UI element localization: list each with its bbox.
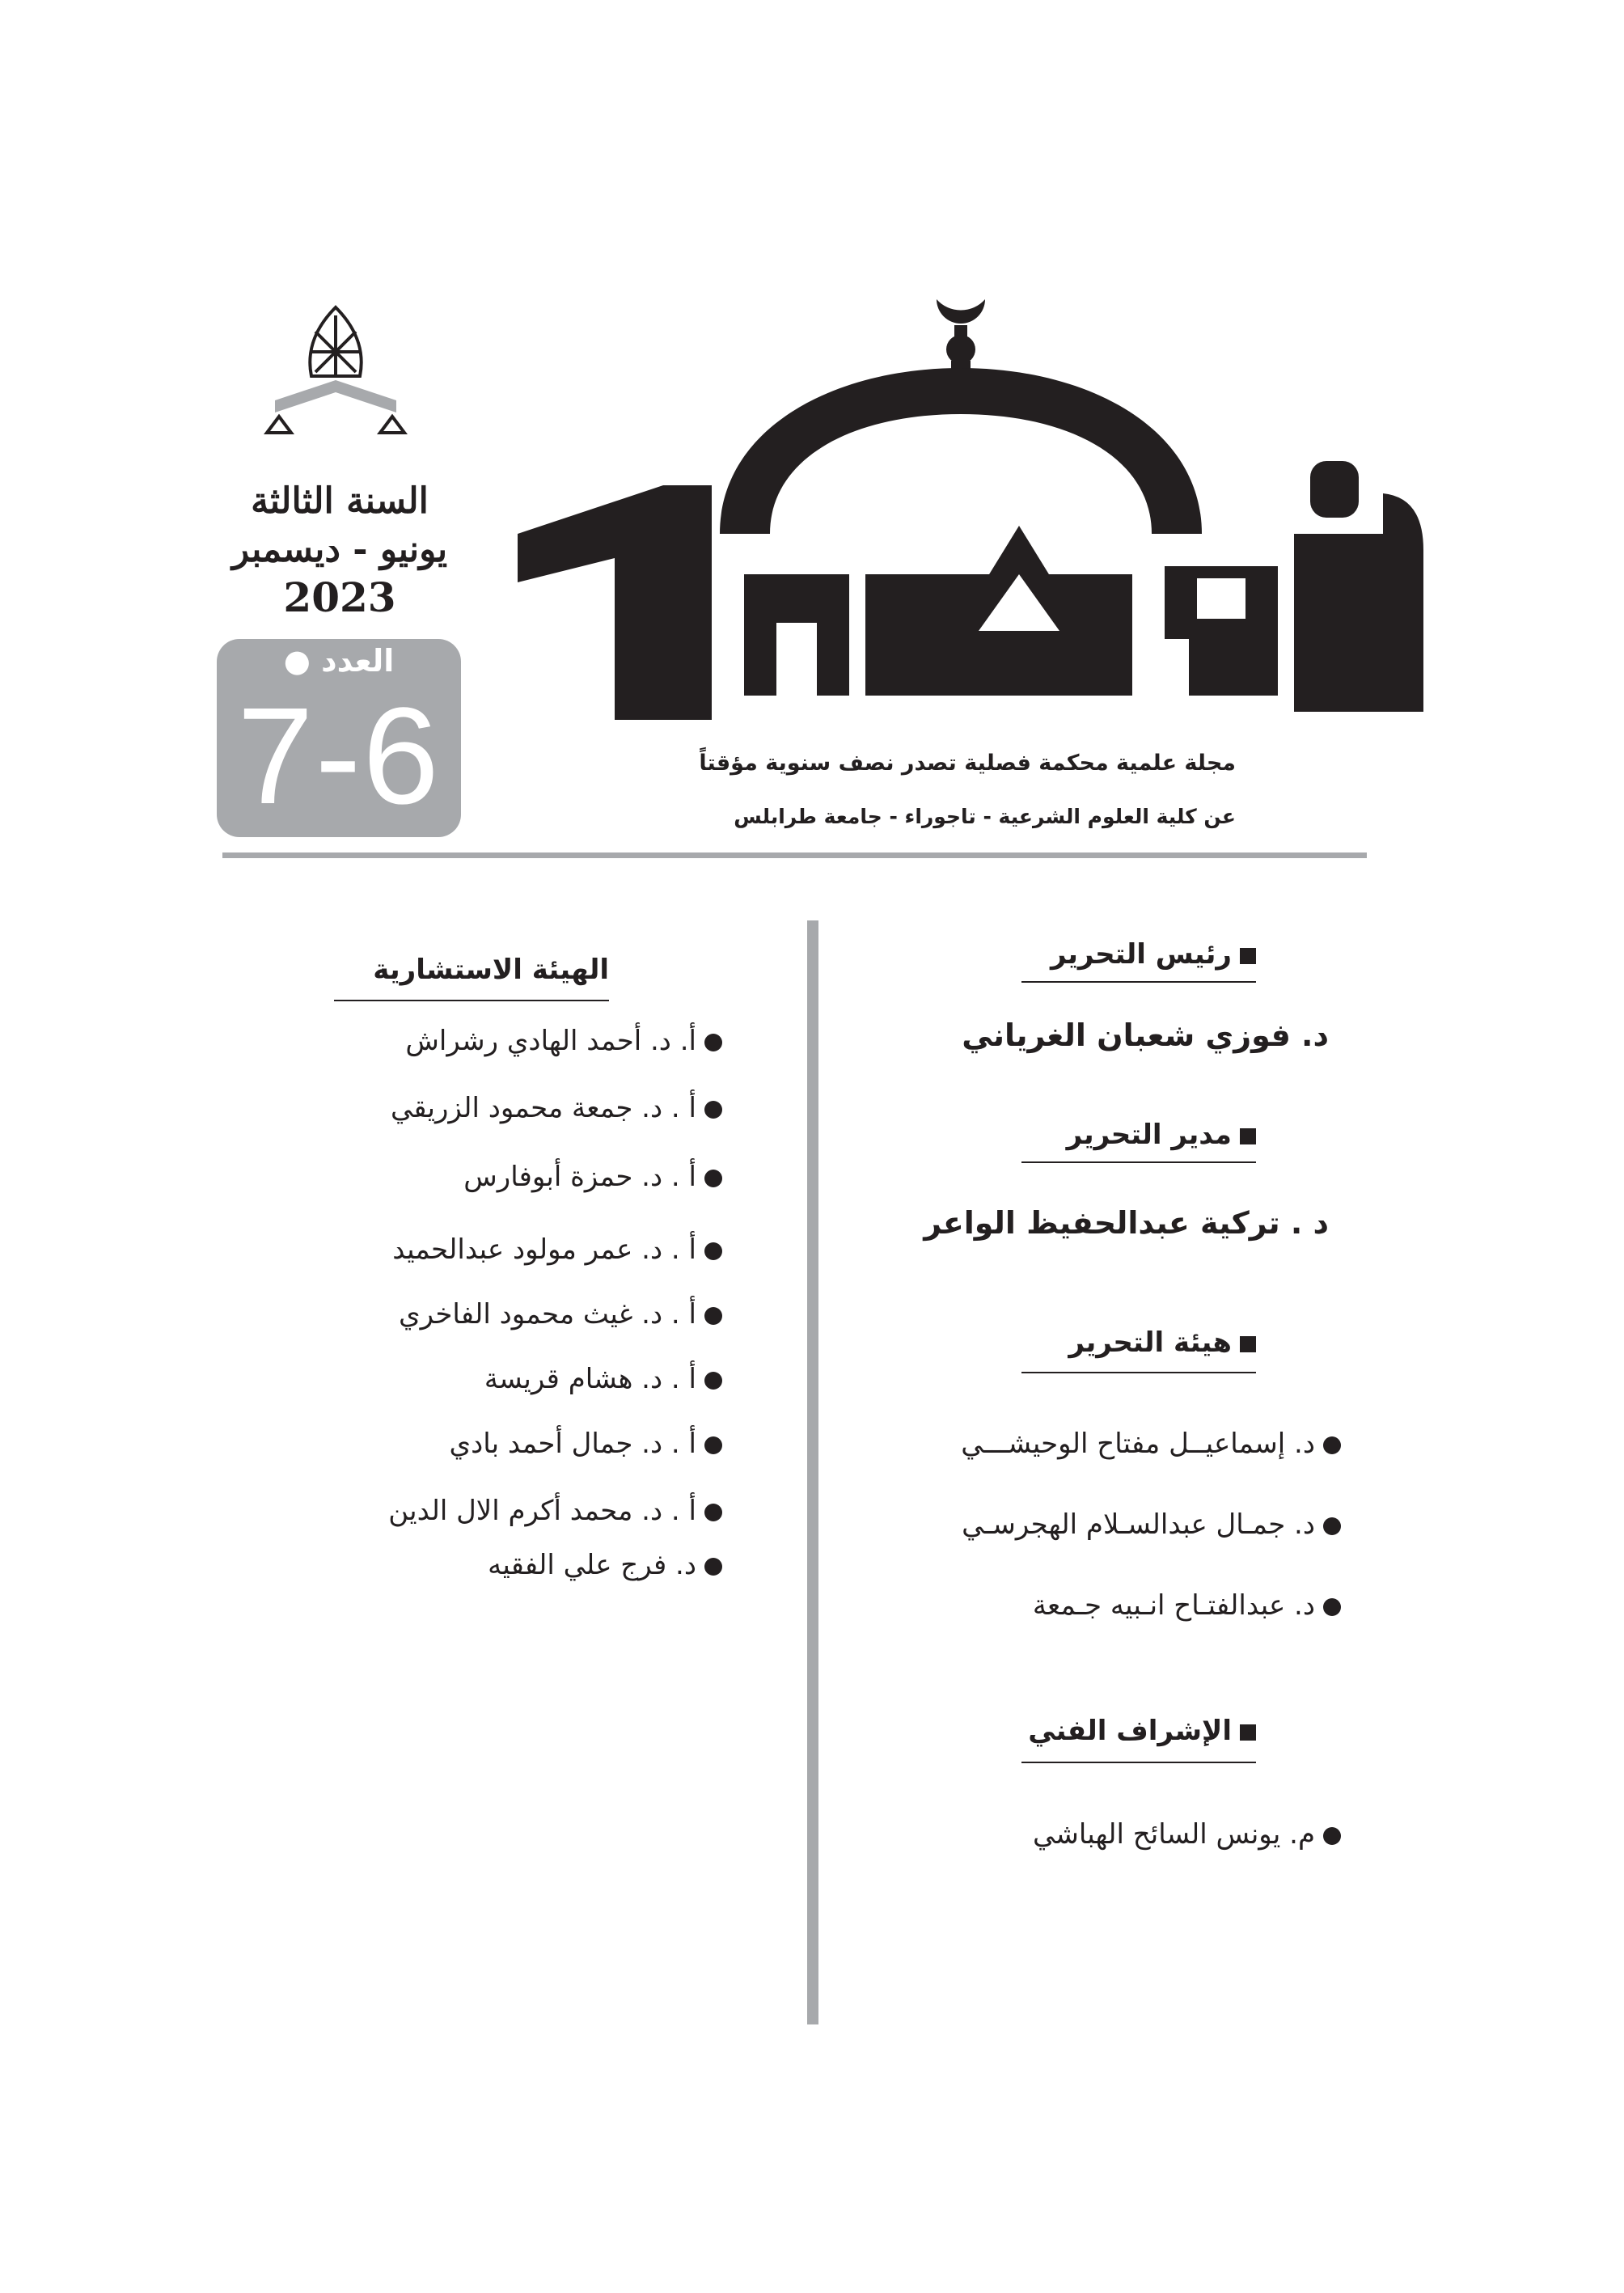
journal-description: مجلة علمية محكمة فصلية تصدر نصف سنوية مؤقتاً	[699, 751, 1236, 776]
heading-underline	[1021, 981, 1256, 983]
journal-publisher: عن كلية العلوم الشرعية - تاجوراء - جامعة طرابلس	[734, 805, 1236, 828]
issue-months: يونيو - ديسمبر	[231, 529, 448, 570]
square-bullet-icon	[1240, 948, 1256, 964]
bullet-icon	[704, 1034, 722, 1051]
advisory-board-member: أ. د. أحمد الهادي رشراش	[405, 1021, 722, 1061]
advisory-board-heading: الهيئة الاستشارية	[373, 954, 609, 986]
managing-editor-name: د . تركية عبدالحفيظ الواعر	[924, 1205, 1329, 1241]
bullet-icon	[704, 1242, 722, 1260]
advisory-board-member: أ . د. غيث محمود الفاخري	[399, 1294, 722, 1335]
advisory-board-member: أ . د. حمزة أبوفارس	[463, 1157, 722, 1197]
bullet-icon	[704, 1101, 722, 1119]
managing-editor-heading: مدير التحرير	[1067, 1115, 1256, 1155]
square-bullet-icon	[1240, 1724, 1256, 1741]
bullet-icon	[1323, 1827, 1341, 1845]
issue-number: 7-6	[237, 679, 441, 833]
heading-underline	[1021, 1161, 1256, 1163]
heading-underline	[334, 1000, 609, 1001]
journal-title-logo	[501, 291, 1432, 744]
bullet-icon	[704, 1436, 722, 1454]
advisory-board-member: أ . د. جمال أحمد بادي	[449, 1424, 722, 1464]
bullet-icon	[704, 1504, 722, 1521]
square-bullet-icon	[1240, 1336, 1256, 1352]
issue-year: 2023	[283, 573, 396, 621]
advisory-board-member: أ . د. محمد أكرم الال الدين	[388, 1491, 722, 1531]
vertical-divider	[807, 920, 818, 2024]
bullet-icon	[704, 1372, 722, 1390]
technical-supervision-heading: الإشراف الفني	[1028, 1711, 1256, 1751]
editorial-board-member: د. إسماعيــل مفتاح الوحيشـــي	[961, 1424, 1341, 1464]
bullet-icon	[1323, 1598, 1341, 1616]
square-bullet-icon	[1240, 1128, 1256, 1144]
editor-in-chief-name: د. فوزي شعبان الغرياني	[962, 1017, 1329, 1053]
advisory-board-member: أ . د. عمر مولود عبدالحميد	[392, 1229, 722, 1270]
bullet-icon	[704, 1558, 722, 1576]
university-emblem	[263, 299, 408, 445]
bullet-icon	[1323, 1436, 1341, 1454]
editorial-board-heading: هيئة التحرير	[1068, 1322, 1256, 1363]
bullet-icon	[704, 1170, 722, 1187]
volume-year-label: السنة الثالثة	[251, 480, 429, 522]
advisory-board-member: أ . د. جمعة محمود الزريقي	[391, 1088, 722, 1128]
technical-supervisor: م. يونس السائح الهباشي	[1033, 1814, 1341, 1855]
editor-in-chief-heading: رئيس التحرير	[1051, 934, 1256, 975]
issue-label: العدد ●	[283, 643, 395, 679]
editorial-board-member: د. عبدالفتـاح انـبيه جـمعة	[1033, 1585, 1341, 1626]
bullet-icon	[704, 1307, 722, 1325]
heading-underline	[1021, 1762, 1256, 1763]
heading-underline	[1021, 1372, 1256, 1373]
advisory-board-member: د. فرج علي الفقيه	[488, 1545, 722, 1585]
editorial-board-member: د. جمـال عبدالسـلام الهجرسـي	[962, 1504, 1341, 1545]
horizontal-divider	[222, 852, 1367, 858]
bullet-icon: ●	[283, 643, 311, 679]
advisory-board-member: أ . د. هشام قريسة	[484, 1359, 722, 1399]
issue-date-block	[218, 477, 461, 621]
bullet-icon	[1323, 1517, 1341, 1535]
